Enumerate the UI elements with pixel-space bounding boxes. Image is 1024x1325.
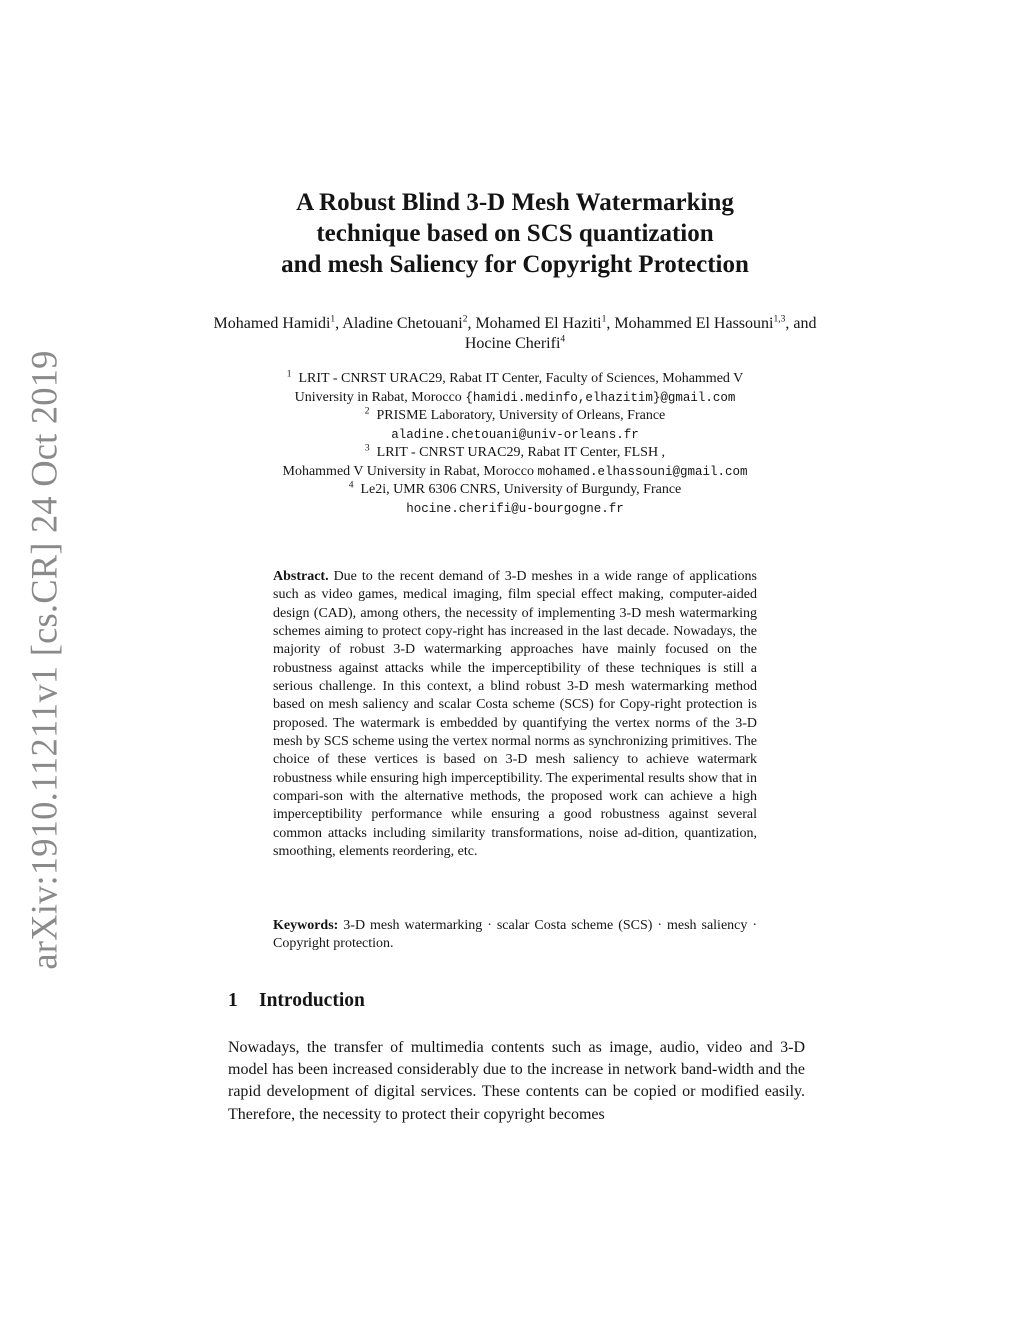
affiliation-text: Mohammed V University in Rabat, Morocco — [282, 463, 538, 479]
author-list — [210, 314, 820, 354]
affiliation-email: hocine.cherifi@u-bourgogne.fr — [406, 501, 624, 516]
affiliation-marker: 2 — [364, 406, 370, 417]
abstract-label: Abstract. — [273, 569, 329, 584]
affiliation-1 — [210, 370, 820, 407]
section-heading — [228, 989, 365, 1013]
paper-title — [200, 187, 830, 280]
affiliation-marker: 1 — [286, 369, 292, 380]
abstract-text: Due to the recent demand of 3-D meshes in a wide range of applications such as video games, medical imaging, film special effect making, computer-aided design (CAD), among others, the necessity of implementing 3-D mesh watermarking schemes aiming to protect copy-right has increased in the last decade. Nowadays, the majority of robust 3-D watermarking approaches have mainly focused on the robustness against attacks while the imperceptibility of these techniques is still a serious challenge. In this context, a blind robust 3-D mesh watermarking method based on mesh saliency and scalar Costa scheme (SCS) for Copy-right protection is proposed. The watermark is embedded by quantifying the vertex norms of the 3-D mesh by SCS scheme using the vertex normal norms as synchronizing primitives. The choice of these vertices is based on 3-D mesh saliency to achieve watermark robustness while ensuring high imperceptibility. The experimental results show that in compari-son with the alternative methods, the proposed work can achieve a high imperceptibility performance while ensuring a good robustness against several common attacks including similarity transformations, noise ad-dition, quantization, smoothing, elements reordering, etc. — [273, 569, 758, 860]
keywords-block — [273, 917, 757, 954]
section-body — [228, 1037, 805, 1126]
affiliation-marker: 3 — [364, 443, 370, 454]
affiliation-text: PRISME Laboratory, University of Orleans, France — [376, 408, 666, 423]
arxiv-stamp-text: arXiv:1910.11211v1 [cs.CR] 24 Oct 2019 — [23, 350, 65, 970]
author-affil-marker: 4 — [560, 334, 566, 345]
affiliation-text: LRIT - CNRST URAC29, Rabat IT Center, FLSH , — [376, 445, 666, 460]
affiliation-text: LRIT - CNRST URAC29, Rabat IT Center, Faculty of Sciences, Mohammed V — [298, 371, 744, 386]
affiliation-email: mohamed.elhassouni@gmail.com — [537, 464, 748, 479]
affiliation-email: aladine.chetouani@univ-orleans.fr — [391, 427, 639, 442]
author-name: , Mohamed El Haziti — [467, 315, 602, 332]
title-line-2: technique based on SCS quantization — [316, 220, 714, 247]
section-title: Introduction — [259, 990, 365, 1011]
author-name: , Mohammed El Hassouni — [606, 315, 774, 332]
affiliation-2 — [210, 407, 820, 444]
title-line-1: A Robust Blind 3-D Mesh Watermarking — [296, 189, 734, 216]
section-number: 1 — [228, 990, 238, 1011]
section-paragraph: Nowadays, the transfer of multimedia contents such as image, audio, video and 3-D model has been increased considerably due to the increase in network band-width and the rapid development of digital services. These contents can be copied or modified easily. Therefore, the necessity to protect their copyright becomes — [228, 1039, 805, 1123]
author-name: , and Hocine Cherifi — [464, 315, 817, 352]
affiliation-marker: 4 — [348, 480, 354, 491]
keywords-label: Keywords: — [273, 918, 339, 933]
keywords-text: 3-D mesh watermarking · scalar Costa scheme (SCS) · mesh saliency · Copyright protection. — [273, 918, 757, 952]
affiliation-text: University in Rabat, Morocco — [294, 389, 466, 405]
author-name: Mohamed Hamidi — [213, 315, 331, 332]
author-name: , Aladine Chetouani — [335, 315, 463, 332]
author-affil-marker: 1 — [601, 314, 607, 325]
affiliation-list — [210, 370, 820, 518]
affiliation-email: {hamidi.medinfo,elhazitim}@gmail.com — [465, 390, 736, 405]
affiliation-3 — [210, 444, 820, 481]
author-affil-marker: 1,3 — [773, 314, 786, 325]
author-affil-marker: 1 — [330, 314, 336, 325]
abstract-block — [273, 568, 757, 862]
affiliation-4 — [210, 481, 820, 518]
affiliation-text: Le2i, UMR 6306 CNRS, University of Burgundy, France — [360, 482, 682, 497]
author-affil-marker: 2 — [462, 314, 468, 325]
title-line-3: and mesh Saliency for Copyright Protection — [281, 251, 749, 278]
